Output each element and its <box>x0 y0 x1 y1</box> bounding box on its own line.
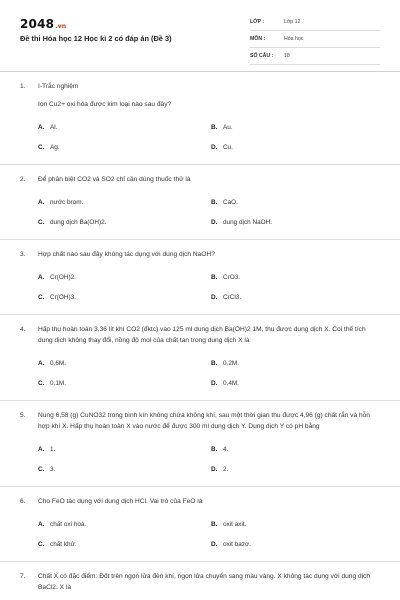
option-text: 2. <box>223 466 229 473</box>
option-text: 0,2M. <box>223 360 239 367</box>
question-text: Cho FeO tác dụng với dung dịch HCl. Vai trò của FeO là <box>38 498 203 505</box>
option-d[interactable] <box>211 143 384 152</box>
option-letter: D. <box>211 144 218 151</box>
answer-options <box>38 123 380 152</box>
meta-row-subject <box>250 31 380 48</box>
option-text: 1. <box>50 446 56 453</box>
option-text: Au. <box>223 124 233 131</box>
option-letter: A. <box>38 274 45 281</box>
option-text: Cu. <box>223 144 233 151</box>
option-letter: A. <box>38 124 45 131</box>
question-text: Hấp thụ hoàn toàn 3,36 lít khí CO2 (đktc) vào 125 ml dung dịch Ba(OH)2 1M, thu được dung dịch X. Coi thể tích dung dịch không thay đổi, nồng độ mol của chất tan trong dung dịch X là <box>38 326 366 344</box>
option-letter: A. <box>38 360 45 367</box>
option-letter: C. <box>38 144 45 151</box>
option-letter: D. <box>211 466 218 473</box>
answer-options <box>38 359 380 388</box>
meta-row-count <box>250 48 380 65</box>
option-text: oxit bazơ. <box>223 541 251 548</box>
option-text: 0,1M. <box>50 380 66 387</box>
option-text: chất oxi hoá. <box>50 521 87 528</box>
option-letter: B. <box>211 199 218 206</box>
question-number: 2. <box>20 176 26 183</box>
answer-options <box>38 273 380 302</box>
option-d[interactable] <box>211 293 384 302</box>
option-letter: A. <box>38 199 45 206</box>
option-text: nước brom. <box>50 199 84 206</box>
option-d[interactable] <box>211 540 384 549</box>
option-letter: C. <box>38 219 45 226</box>
option-c[interactable] <box>38 143 211 152</box>
exam-meta <box>250 14 380 65</box>
question-text: Chất X có đặc điểm: Đốt trên ngọn lửa đèn khí, ngọn lửa chuyển sang màu vàng. X không tác dụng với dung dịch BaCl2. X là <box>38 573 371 591</box>
meta-value: 18 <box>284 53 290 59</box>
option-letter: A. <box>38 521 45 528</box>
question-number: 3. <box>20 251 26 258</box>
option-text: Ag. <box>50 144 60 151</box>
option-b[interactable] <box>211 359 384 368</box>
option-text: CrO3. <box>223 274 241 281</box>
option-c[interactable] <box>38 465 211 474</box>
option-a[interactable] <box>38 445 211 454</box>
question-number: 7. <box>20 573 26 580</box>
meta-label: LỚP : <box>250 19 265 25</box>
option-b[interactable] <box>211 520 384 529</box>
option-a[interactable] <box>38 273 211 282</box>
option-letter: D. <box>211 541 218 548</box>
option-letter: A. <box>38 446 45 453</box>
option-a[interactable] <box>38 123 211 132</box>
option-b[interactable] <box>211 198 384 207</box>
option-text: oxit axit. <box>223 521 247 528</box>
option-a[interactable] <box>38 520 211 529</box>
question-1 <box>0 72 400 165</box>
option-letter: C. <box>38 466 45 473</box>
question-text: Nung 6,58 (g) CuNO32 trong bình kín không chứa không khí, sau một thời gian thu được 4,96 (g) chất rắn và hỗn hợp khí X. Hấp thụ hoàn toàn X vào nước để được 300 ml dung dịch Y. Dung dịch Y có pH bằng <box>38 412 370 430</box>
option-text: dung dịch Ba(OH)2. <box>50 219 107 226</box>
logo-text: 2048 <box>20 17 55 31</box>
question-text: Để phân biệt CO2 và SO2 chỉ cần dùng thuốc thử là <box>38 176 191 183</box>
question-text: Hợp chất nào sau đây không tác dụng với dung dịch NaOH? <box>38 251 215 258</box>
question-3 <box>0 240 400 315</box>
question-4 <box>0 315 400 401</box>
question-text: I-Trắc nghiệm <box>38 83 79 90</box>
question-7 <box>0 562 400 600</box>
question-number: 1. <box>20 83 26 90</box>
option-letter: C. <box>38 541 45 548</box>
question-2 <box>0 165 400 240</box>
option-c[interactable] <box>38 540 211 549</box>
answer-options <box>38 198 380 227</box>
option-text: CaO. <box>223 199 238 206</box>
option-c[interactable] <box>38 218 211 227</box>
option-letter: B. <box>211 360 218 367</box>
option-b[interactable] <box>211 445 384 454</box>
question-number: 5. <box>20 412 26 419</box>
page-header <box>0 0 400 70</box>
option-d[interactable] <box>211 218 384 227</box>
question-number: 4. <box>20 326 26 333</box>
option-text: CrCl3. <box>223 294 242 301</box>
option-letter: B. <box>211 124 218 131</box>
page-title: Đề thi Hóa học 12 Học kì 2 có đáp án (Đề 3) <box>20 34 172 43</box>
option-c[interactable] <box>38 379 211 388</box>
option-a[interactable] <box>38 359 211 368</box>
option-letter: C. <box>38 380 45 387</box>
option-text: 4. <box>223 446 229 453</box>
site-logo[interactable] <box>20 17 66 31</box>
option-text: Al. <box>50 124 58 131</box>
option-letter: D. <box>211 380 218 387</box>
meta-label: MÔN : <box>250 36 266 42</box>
option-letter: B. <box>211 521 218 528</box>
question-number: 6. <box>20 498 26 505</box>
option-b[interactable] <box>211 123 384 132</box>
option-d[interactable] <box>211 465 384 474</box>
option-d[interactable] <box>211 379 384 388</box>
option-b[interactable] <box>211 273 384 282</box>
logo-suffix: .vn <box>55 23 67 30</box>
option-text: 0,4M. <box>223 380 239 387</box>
meta-label: SỐ CÂU : <box>250 53 274 59</box>
option-c[interactable] <box>38 293 211 302</box>
option-text: Cr(OH)2. <box>50 274 76 281</box>
meta-value: Lớp 12 <box>284 19 301 25</box>
option-text: 3. <box>50 466 56 473</box>
option-text: chất khử. <box>50 541 77 548</box>
option-letter: B. <box>211 446 218 453</box>
answer-options <box>38 445 380 474</box>
option-text: Cr(OH)3. <box>50 294 76 301</box>
option-letter: C. <box>38 294 45 301</box>
question-6 <box>0 487 400 562</box>
option-letter: D. <box>211 294 218 301</box>
question-5 <box>0 401 400 487</box>
meta-value: Hóa học <box>284 36 304 42</box>
question-list <box>0 72 400 600</box>
option-a[interactable] <box>38 198 211 207</box>
option-text: 0,6M. <box>50 360 66 367</box>
option-letter: B. <box>211 274 218 281</box>
question-prompt: Ion Cu2+ oxi hóa được kim loại nào sau đây? <box>38 101 172 108</box>
option-text: dung dịch NaOH. <box>223 219 273 226</box>
meta-row-class <box>250 14 380 31</box>
option-letter: D. <box>211 219 218 226</box>
answer-options <box>38 520 380 549</box>
